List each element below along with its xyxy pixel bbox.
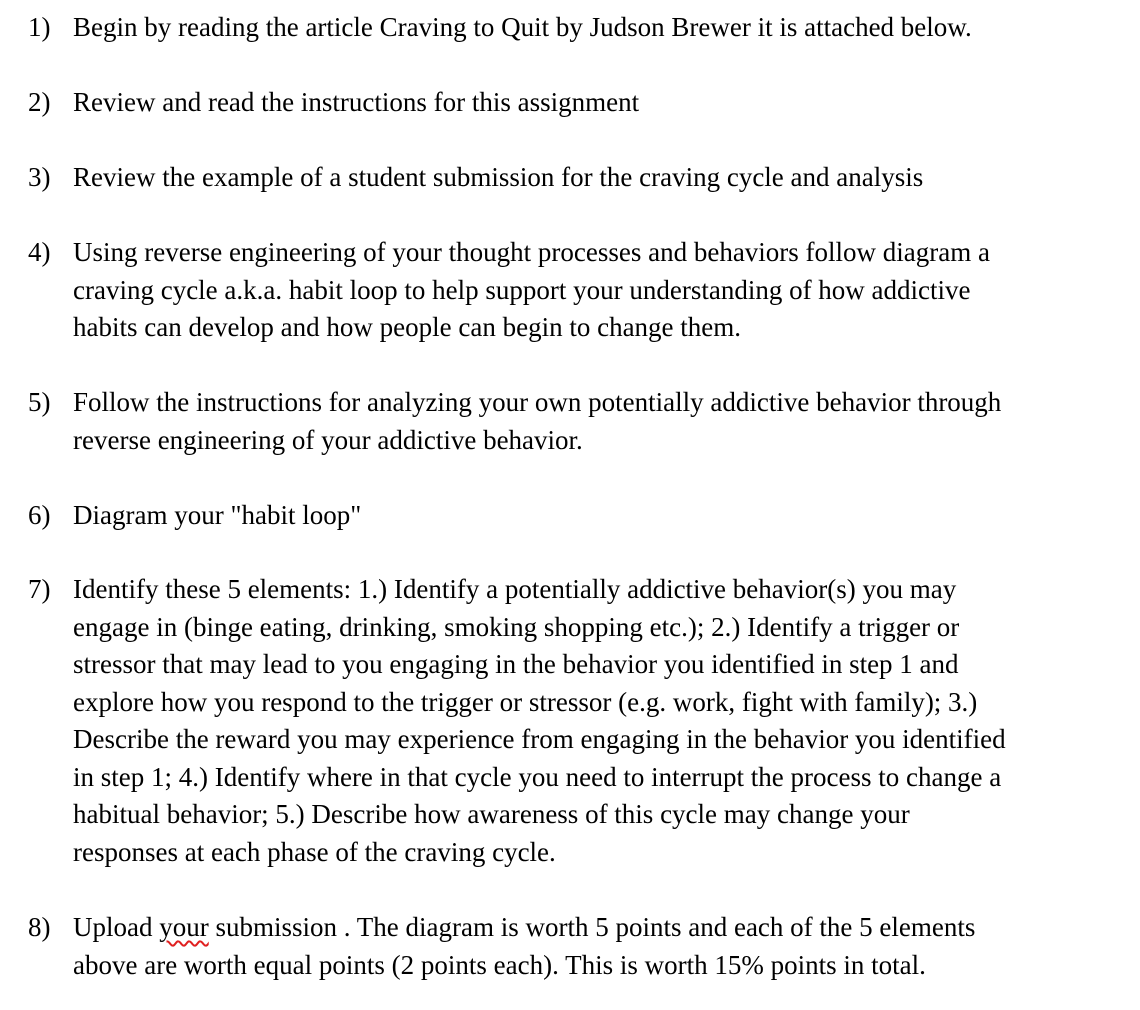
list-text: Using reverse engineering of your thought processes and behaviors follow diagram a craving cycle a.k.a. habit loop to help support your understanding of how addictive habits can develop and how people can begin to change them.	[73, 237, 990, 342]
list-text: Diagram your "habit loop"	[73, 500, 362, 530]
text-before: Upload	[73, 912, 160, 942]
list-text: Review and read the instructions for this assignment	[73, 87, 640, 117]
list-text: Review the example of a student submission for the craving cycle and analysis	[73, 162, 924, 192]
list-text: Begin by reading the article Craving to Quit by Judson Brewer it is attached below.	[73, 12, 972, 42]
list-number: 7)	[28, 574, 51, 604]
text-after: submission . The diagram is worth 5 points and each of the 5 elements above are worth equal points (2 points each). This is worth 15% points in total.	[73, 912, 976, 980]
list-text	[73, 909, 1120, 984]
spellcheck-flagged-word[interactable]: your	[159, 912, 209, 942]
list-number: 2)	[28, 87, 51, 117]
list-number: 4)	[28, 237, 51, 267]
list-text: Identify these 5 elements: 1.) Identify a potentially addictive behavior(s) you may engage in (binge eating, drinking, smoking shopping etc.); 2.) Identify a trigger or stressor that may lead to you engaging in the behavior you identified in step 1 and explore how you respond to the trigger or stressor (e.g. work, fight with family); 3.) Describe the reward you may experience from engaging in the behavior you identified in step 1; 4.) Identify where in that cycle you need to interrupt the process to change a habitual behavior; 5.) Describe how awareness of this cycle may change your responses at each phase of the craving cycle.	[73, 574, 1006, 867]
list-number: 1)	[28, 12, 51, 42]
list-number: 8)	[28, 912, 51, 942]
list-number: 3)	[28, 162, 51, 192]
list-number: 6)	[28, 500, 51, 530]
list-number: 5)	[28, 387, 51, 417]
list-text: Follow the instructions for analyzing your own potentially addictive behavior through reverse engineering of your addictive behavior.	[73, 387, 1002, 455]
